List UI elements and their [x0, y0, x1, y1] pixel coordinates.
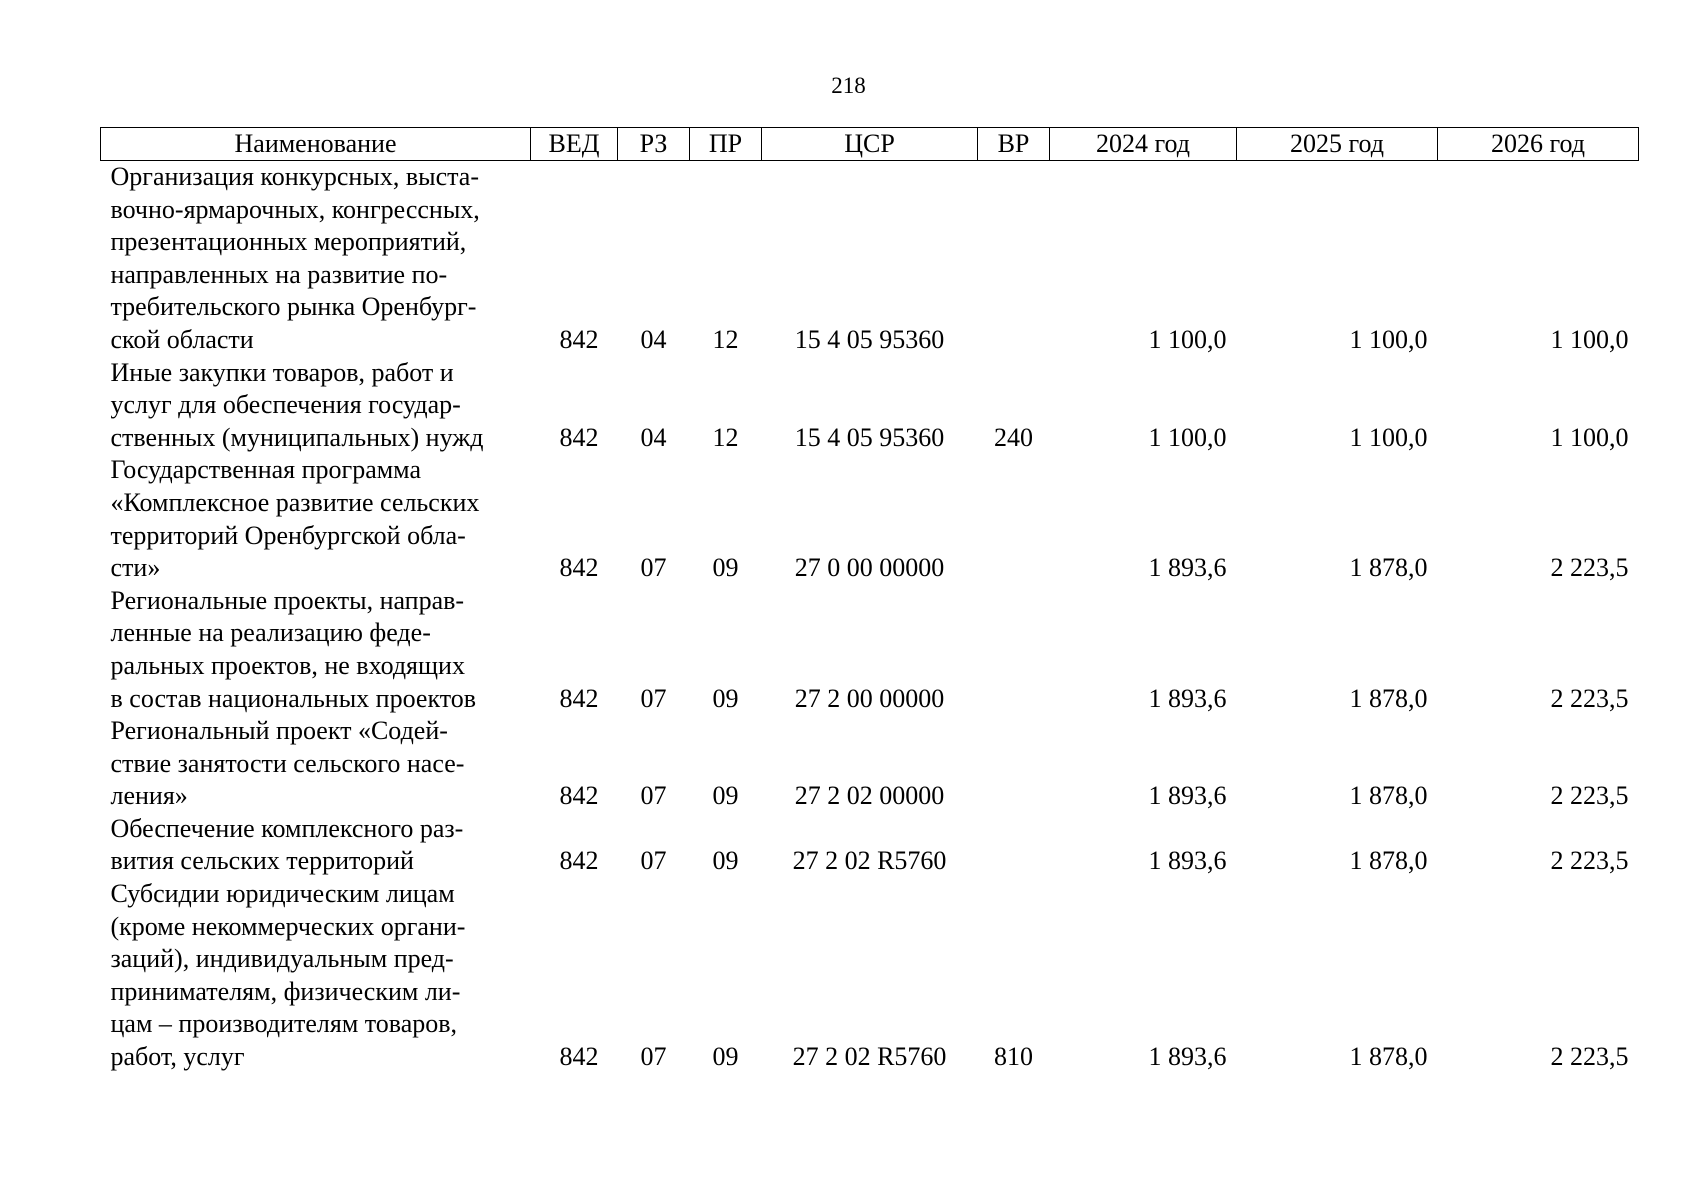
cell-name [101, 357, 531, 455]
cell-2024: 1 893,6 [1148, 553, 1227, 583]
table-row [101, 715, 1639, 813]
cell-name-line: заций), индивидуальным пред- [110, 944, 454, 974]
cell-name [101, 161, 531, 357]
cell-2026: 2 223,5 [1550, 1042, 1629, 1072]
header-2024: 2024 год [1050, 128, 1237, 161]
cell-rz: 07 [640, 846, 667, 876]
cell-2026: 2 223,5 [1550, 846, 1629, 876]
cell-vr: 810 [994, 1042, 1033, 1072]
cell-vr [978, 715, 1050, 813]
cell-rz: 07 [640, 1042, 667, 1072]
header-rz: РЗ [618, 128, 690, 161]
cell-name-line: Региональный проект «Содей- [110, 716, 448, 746]
table-row [101, 813, 1639, 878]
cell-name-line: Региональные проекты, направ- [110, 585, 465, 615]
cell-name [101, 715, 531, 813]
cell-name-line: ской области [110, 324, 254, 354]
cell-name [101, 585, 531, 715]
page-number: 218 [831, 73, 866, 98]
cell-name-line: (кроме некоммерческих органи- [110, 911, 466, 941]
cell-pr: 09 [712, 1042, 739, 1072]
cell-2025: 1 878,0 [1349, 553, 1428, 583]
table-row [101, 454, 1639, 584]
table-row [101, 161, 1639, 357]
cell-ved: 842 [559, 553, 599, 583]
cell-name-line: ленные на реализацию феде- [110, 618, 431, 648]
cell-csr: 15 4 05 95360 [794, 324, 945, 354]
cell-2025: 1 878,0 [1349, 846, 1428, 876]
cell-rz: 07 [640, 683, 667, 713]
cell-2025: 1 878,0 [1349, 1042, 1428, 1072]
cell-ved: 842 [559, 683, 599, 713]
cell-name-line: ственных (муниципальных) нужд [110, 422, 484, 452]
cell-2026: 2 223,5 [1550, 781, 1629, 811]
cell-pr: 09 [712, 846, 739, 876]
cell-vr: 240 [994, 422, 1033, 452]
cell-2026: 2 223,5 [1550, 683, 1629, 713]
header-pr: ПР [690, 128, 762, 161]
cell-name-line: Обеспечение комплексного раз- [110, 813, 464, 843]
table-row [101, 357, 1639, 455]
cell-ved: 842 [559, 1042, 599, 1072]
cell-2024: 1 893,6 [1148, 846, 1227, 876]
cell-vr [978, 454, 1050, 584]
cell-2025: 1 100,0 [1349, 422, 1428, 452]
cell-name-line: цам – производителям товаров, [110, 1009, 458, 1039]
header-2025: 2025 год [1237, 128, 1438, 161]
cell-2026: 1 100,0 [1550, 324, 1629, 354]
cell-rz: 04 [640, 324, 667, 354]
cell-rz: 04 [640, 422, 667, 452]
header-vr: ВР [978, 128, 1050, 161]
cell-pr: 09 [712, 553, 739, 583]
cell-name-line: территорий Оренбургской обла- [110, 520, 466, 550]
cell-name-line: сти» [110, 553, 161, 583]
cell-vr [978, 161, 1050, 357]
cell-pr: 09 [712, 781, 739, 811]
cell-2025: 1 878,0 [1349, 781, 1428, 811]
cell-name-line: вочно-ярмарочных, конгрессных, [110, 194, 480, 224]
cell-2026: 2 223,5 [1550, 553, 1629, 583]
cell-name-line: услуг для обеспечения государ- [110, 390, 461, 420]
cell-pr: 12 [712, 324, 739, 354]
cell-name-line: ральных проектов, не входящих [110, 650, 465, 680]
table-row [101, 878, 1639, 1074]
header-csr: ЦСР [762, 128, 978, 161]
cell-csr: 27 2 02 00000 [794, 781, 945, 811]
cell-vr [978, 813, 1050, 878]
budget-table [100, 127, 1639, 1074]
cell-ved: 842 [559, 422, 599, 452]
cell-name [101, 454, 531, 584]
cell-name-line: Иные закупки товаров, работ и [110, 357, 454, 387]
cell-pr: 12 [712, 422, 739, 452]
table-body [101, 161, 1639, 1074]
header-row [101, 128, 1639, 161]
cell-2024: 1 100,0 [1148, 324, 1227, 354]
cell-name-line: принимателям, физическим ли- [110, 976, 461, 1006]
cell-csr: 27 2 02 R5760 [792, 846, 947, 876]
cell-ved: 842 [559, 324, 599, 354]
table-header [101, 128, 1639, 161]
cell-name-line: в состав национальных проектов [110, 683, 477, 713]
cell-name [101, 813, 531, 878]
cell-2025: 1 100,0 [1349, 324, 1428, 354]
cell-ved: 842 [559, 846, 599, 876]
cell-rz: 07 [640, 553, 667, 583]
cell-name-line: «Комплексное развитие сельских [110, 487, 480, 517]
cell-2024: 1 100,0 [1148, 422, 1227, 452]
cell-name [101, 878, 531, 1074]
cell-pr: 09 [712, 683, 739, 713]
cell-2026: 1 100,0 [1550, 422, 1629, 452]
cell-csr: 27 0 00 00000 [794, 553, 945, 583]
cell-csr: 15 4 05 95360 [794, 422, 945, 452]
table-row [101, 585, 1639, 715]
cell-csr: 27 2 00 00000 [794, 683, 945, 713]
cell-csr: 27 2 02 R5760 [792, 1042, 947, 1072]
cell-ved: 842 [559, 781, 599, 811]
cell-name-line: Организация конкурсных, выста- [110, 162, 479, 191]
cell-2025: 1 878,0 [1349, 683, 1428, 713]
cell-name-line: Субсидии юридическим лицам [110, 879, 455, 909]
cell-name-line: требительского рынка Оренбург- [110, 292, 477, 322]
header-2026: 2026 год [1438, 128, 1639, 161]
header-name: Наименование [101, 128, 531, 161]
cell-rz: 07 [640, 781, 667, 811]
cell-name-line: ствие занятости сельского насе- [110, 748, 465, 778]
cell-2024: 1 893,6 [1148, 1042, 1227, 1072]
cell-name-line: Государственная программа [110, 455, 422, 485]
cell-name-line: вития сельских территорий [110, 846, 414, 876]
cell-name-line: ления» [110, 781, 188, 811]
header-ved: ВЕД [531, 128, 618, 161]
cell-2024: 1 893,6 [1148, 781, 1227, 811]
cell-name-line: презентационных мероприятий, [110, 227, 467, 257]
cell-name-line: работ, услуг [110, 1042, 245, 1072]
cell-2024: 1 893,6 [1148, 683, 1227, 713]
cell-vr [978, 585, 1050, 715]
cell-name-line: направленных на развитие по- [110, 259, 448, 289]
